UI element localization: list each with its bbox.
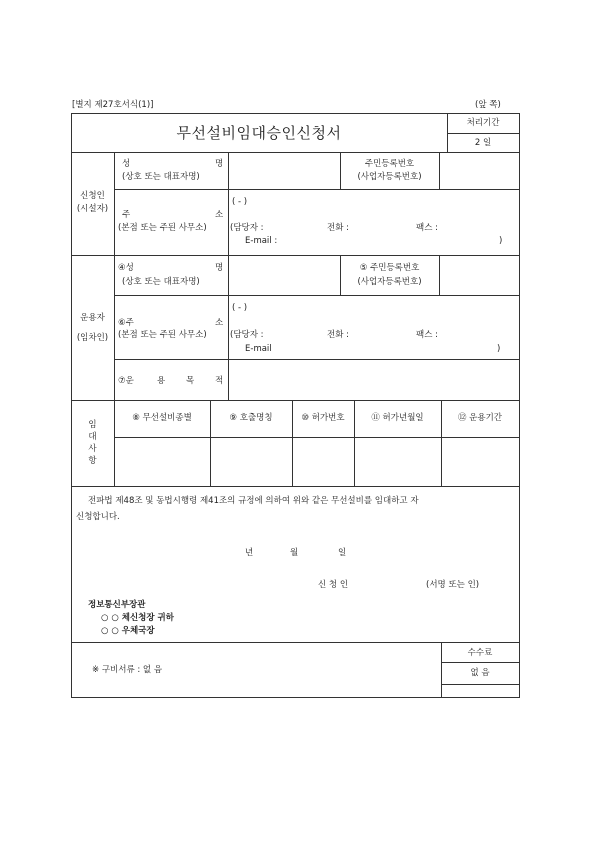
applicant-section-label: 신청인 (80, 191, 105, 201)
operator-close-paren: ) (497, 344, 501, 354)
applicant-name-sub: (상호 또는 대표자명) (122, 172, 200, 182)
signer-label: 신 청 인 (318, 580, 349, 590)
lease-col-equipment-type: ⑧ 무선설비종별 (132, 413, 192, 423)
applicant-email: E-mail : (245, 236, 278, 246)
page-title: 무선설비임대승인신청서 (176, 124, 342, 142)
lease-cell-license-number[interactable] (294, 439, 352, 484)
operator-name-sub: (상호 또는 대표자명) (122, 277, 200, 287)
operator-section-sub: (임차인) (76, 333, 109, 343)
operator-address-sub: (본점 또는 주된 사무소) (118, 330, 207, 340)
lease-section-char-3: 사 (88, 444, 97, 454)
applicant-contact-person: (담당자 : (230, 223, 264, 233)
applicant-address-field[interactable] (230, 191, 517, 253)
recipient-minister: 정보통신부장관 (88, 600, 146, 610)
fee-label: 수수료 (467, 648, 493, 658)
applicant-close-paren: ) (499, 236, 503, 246)
lease-col-call-sign: ⑨ 호출명칭 (229, 413, 273, 423)
operator-address-label-b: 소 (215, 318, 224, 328)
applicant-address-label-b: 소 (215, 210, 224, 220)
operator-name-label-a: ④성 (118, 263, 134, 273)
applicant-name-field[interactable] (230, 154, 338, 187)
applicant-name-label-b: 명 (215, 159, 224, 169)
operator-contact-person: (담당자 : (230, 330, 264, 340)
applicant-phone-paren: ( - ) (232, 197, 248, 207)
applicant-section-sub: (시설자) (76, 204, 109, 214)
operator-address-field[interactable] (230, 297, 517, 357)
lease-cell-operation-period[interactable] (443, 439, 517, 484)
operator-fax: 팩스 : (416, 330, 438, 340)
required-documents: ※ 구비서류 : 없 음 (92, 665, 163, 675)
statement-line-1: 전파법 제48조 및 동법시행령 제41조의 규정에 의하여 위와 같은 무선설비를 임대하고 자 (88, 496, 419, 506)
lease-section-char-4: 항 (88, 456, 97, 466)
operator-name-field[interactable] (230, 257, 338, 293)
operator-phone-paren: ( - ) (232, 303, 248, 313)
lease-section-char-1: 임 (88, 420, 97, 430)
applicant-regno-field[interactable] (441, 154, 517, 187)
operator-phone: 전화 : (327, 330, 349, 340)
operator-regno-sub: (사업자등록번호) (357, 277, 422, 287)
operator-purpose-label-2: 용 (157, 376, 166, 386)
form-number: [별지 제27호서식(1)] (72, 100, 154, 110)
applicant-address-sub: (본점 또는 주된 사무소) (118, 223, 207, 233)
operator-purpose-label-4: 적 (215, 376, 224, 386)
signature-label: (서명 또는 인) (426, 580, 480, 590)
operator-email: E-mail (245, 344, 272, 354)
operator-purpose-label-3: 목 (186, 376, 195, 386)
operator-section-label: 운용자 (80, 313, 105, 323)
applicant-address-label-a: 주 (122, 210, 131, 220)
operator-purpose-field[interactable] (230, 361, 517, 398)
operator-regno-label: ⑤ 주민등록번호 (359, 263, 420, 273)
applicant-phone: 전화 : (327, 223, 349, 233)
recipient-postal-office: ○ ○ 체신청장 귀하 (101, 613, 174, 623)
operator-address-label-a: ⑥주 (118, 318, 134, 328)
lease-col-license-number: ⑩ 허가번호 (301, 413, 345, 423)
processing-period-value: 2 일 (474, 138, 492, 148)
fee-value: 없 음 (470, 668, 490, 678)
applicant-fax: 팩스 : (416, 223, 438, 233)
lease-cell-license-date[interactable] (356, 439, 439, 484)
applicant-regno-sub: (사업자등록번호) (357, 172, 422, 182)
recipient-post-office: ○ ○ 우체국장 (101, 626, 155, 636)
lease-section-char-2: 대 (88, 432, 97, 442)
lease-col-operation-period: ⑫ 운용기간 (457, 413, 503, 423)
applicant-regno-label: 주민등록번호 (364, 159, 415, 169)
applicant-name-label-a: 성 (122, 159, 131, 169)
lease-cell-call-sign[interactable] (212, 439, 290, 484)
lease-cell-equipment-type[interactable] (116, 439, 208, 484)
operator-regno-field[interactable] (441, 257, 517, 293)
operator-name-label-b: 명 (215, 263, 224, 273)
page-side-label: (앞 쪽) (475, 100, 501, 110)
date-month-label: 월 (290, 548, 299, 558)
statement-line-2: 신청합니다. (76, 512, 120, 522)
date-year-label: 년 (245, 548, 254, 558)
operator-purpose-label-1: ⑦운 (118, 376, 134, 386)
date-day-label: 일 (338, 548, 347, 558)
processing-period-label: 처리기간 (466, 118, 500, 128)
lease-col-license-date: ⑪ 허가년월일 (371, 413, 424, 423)
